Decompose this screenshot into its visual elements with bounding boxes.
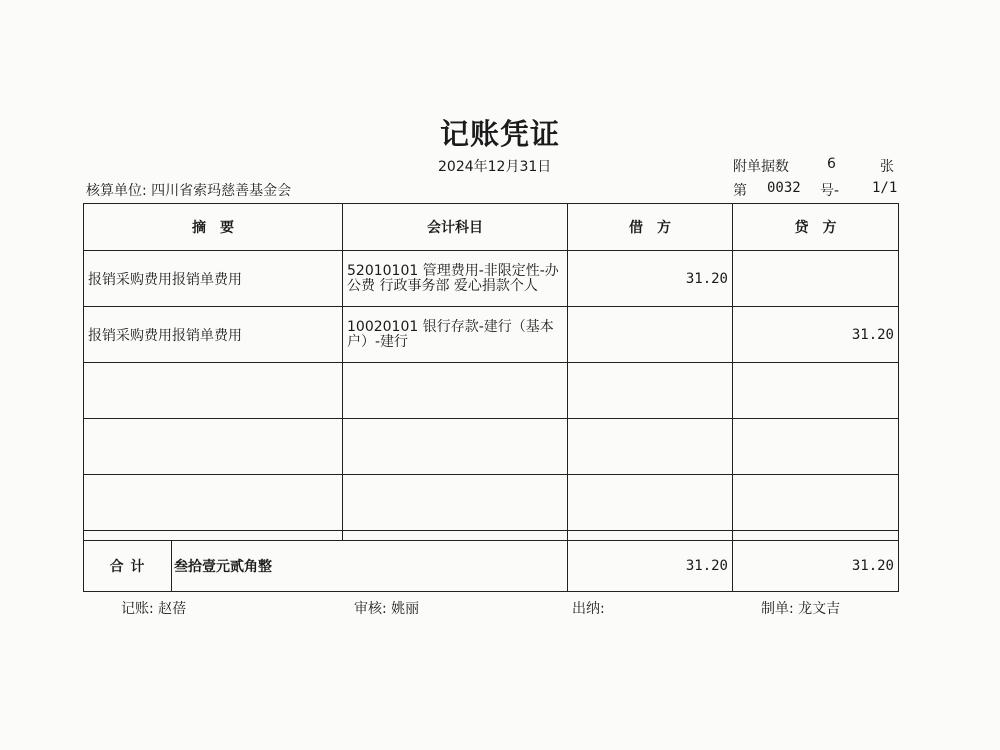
- header-account: 会计科目: [343, 204, 568, 251]
- row-account: [343, 475, 568, 531]
- voucher-number-prefix: 第: [733, 183, 747, 199]
- voucher-number: 0032: [767, 180, 801, 196]
- table-header-row: [84, 204, 899, 251]
- row-credit: [733, 419, 899, 475]
- reviewer-signature: 审核: 姚丽: [354, 601, 420, 617]
- attachments-label: 附单据数: [733, 159, 789, 175]
- row-debit: [568, 307, 733, 363]
- table-row: [84, 363, 899, 419]
- total-credit: 31.20: [733, 541, 899, 592]
- voucher-title: 记账凭证: [439, 117, 560, 151]
- attachments-unit: 张: [880, 159, 894, 175]
- voucher-page: 1/1: [872, 180, 898, 196]
- row-credit: [733, 475, 899, 531]
- table-row: [84, 419, 899, 475]
- table-row: [84, 251, 899, 307]
- row-credit: [733, 363, 899, 419]
- cashier-signature: 出纳:: [572, 601, 605, 617]
- accounting-unit: 核算单位: 四川省索玛慈善基金会: [86, 183, 292, 199]
- row-debit: [568, 475, 733, 531]
- row-credit: 31.20: [733, 307, 899, 363]
- row-summary: [84, 475, 343, 531]
- row-summary: [84, 419, 343, 475]
- header-summary: 摘 要: [84, 204, 343, 251]
- total-amount-words: 叁拾壹元贰角整: [172, 541, 568, 592]
- row-account: 10020101 银行存款-建行（基本户）-建行: [343, 307, 568, 363]
- table-spacer-row: [84, 531, 899, 541]
- row-debit: 31.20: [568, 251, 733, 307]
- header-credit: 贷 方: [733, 204, 899, 251]
- attachments-count: 6: [827, 156, 836, 172]
- total-row: [84, 541, 899, 592]
- row-account: [343, 419, 568, 475]
- preparer-signature: 制单: 龙文吉: [761, 601, 841, 617]
- row-summary: [84, 363, 343, 419]
- table-row: [84, 307, 899, 363]
- row-account: 52010101 管理费用-非限定性-办公费 行政事务部 爱心捐款个人: [343, 251, 568, 307]
- voucher-date: 2024年12月31日: [438, 159, 552, 175]
- total-label: 合 计: [84, 541, 172, 592]
- voucher-table: [83, 203, 899, 592]
- row-debit: [568, 363, 733, 419]
- header-debit: 借 方: [568, 204, 733, 251]
- row-account: [343, 363, 568, 419]
- row-debit: [568, 419, 733, 475]
- total-debit: 31.20: [568, 541, 733, 592]
- table-row: [84, 475, 899, 531]
- row-credit: [733, 251, 899, 307]
- voucher-number-suffix: 号-: [820, 183, 840, 199]
- row-summary: 报销采购费用报销单费用: [84, 251, 343, 307]
- bookkeeper-signature: 记账: 赵蓓: [121, 601, 187, 617]
- row-summary: 报销采购费用报销单费用: [84, 307, 343, 363]
